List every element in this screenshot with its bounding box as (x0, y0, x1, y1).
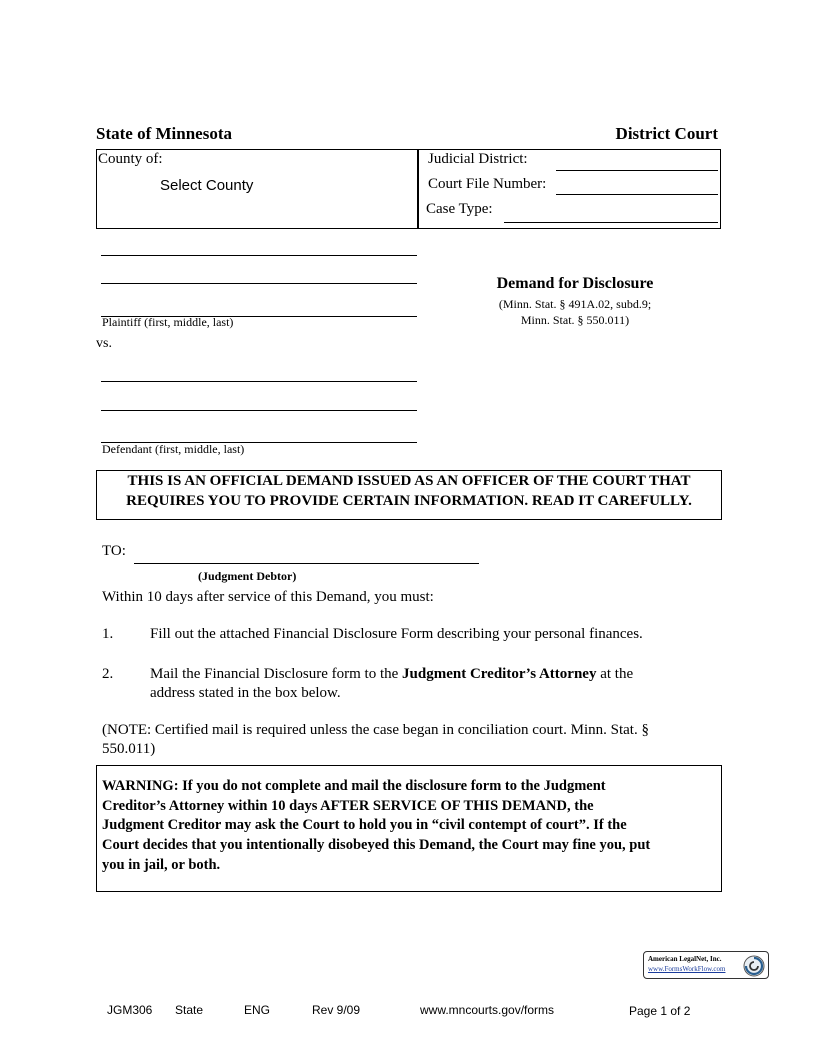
county-select[interactable]: Select County (160, 177, 254, 194)
citation-line-2: Minn. Stat. § 550.011) (520, 313, 630, 327)
to-label: TO: (102, 543, 126, 559)
american-legalnet-logo[interactable] (643, 951, 769, 979)
case-type-label: Case Type: (426, 201, 493, 217)
plaintiff-label: Plaintiff (first, middle, last) (102, 315, 234, 329)
step-2-text-pre: Mail the Financial Disclosure form to the (150, 666, 403, 682)
court-title: District Court (615, 124, 718, 143)
case-type-field[interactable] (504, 222, 718, 223)
official-notice-line-1: THIS IS AN OFFICIAL DEMAND ISSUED AS AN OFFICER OF THE COURT THAT (127, 473, 691, 489)
court-file-number-field[interactable] (556, 194, 718, 195)
defendant-line-2[interactable] (101, 410, 417, 411)
warning-line-4: Court decides that you intentionally disobeyed this Demand, the Court may fine you, put (102, 837, 651, 853)
step-2-line-2: address stated in the box below. (150, 685, 341, 701)
step-1-number: 1. (102, 626, 114, 642)
footer-form-code: JGM306 (107, 1003, 153, 1017)
plaintiff-line-2[interactable] (101, 283, 417, 284)
footer-category: State (175, 1003, 204, 1017)
judgment-debtor-field[interactable] (134, 563, 479, 564)
step-2-text-post: at the (596, 666, 634, 682)
defendant-label: Defendant (first, middle, last) (102, 442, 245, 456)
warning-line-3: Judgment Creditor may ask the Court to hold you in “civil contempt of court”. If the (102, 817, 627, 833)
warning-line-5: you in jail, or both. (102, 857, 221, 873)
footer-revision: Rev 9/09 (312, 1003, 361, 1017)
state-title: State of Minnesota (96, 124, 232, 143)
county-label: County of: (98, 151, 163, 167)
footer-page-number: Page 1 of 2 (629, 1004, 691, 1018)
court-file-number-label: Court File Number: (428, 176, 547, 192)
logo-company: American LegalNet, Inc. (648, 955, 722, 963)
step-2-line-1 (150, 666, 633, 683)
judgment-debtor-label: (Judgment Debtor) (198, 569, 297, 583)
versus-label: vs. (96, 336, 112, 351)
note-line-2: 550.011) (102, 741, 156, 757)
plaintiff-line-1[interactable] (101, 255, 417, 256)
instructions-intro: Within 10 days after service of this Demand, you must: (102, 589, 434, 605)
logo-url[interactable]: www.FormsWorkFlow.com (648, 965, 726, 973)
judicial-district-field[interactable] (556, 170, 718, 171)
swirl-icon (742, 954, 766, 978)
official-notice-line-2: REQUIRES YOU TO PROVIDE CERTAIN INFORMATION. READ IT CAREFULLY. (126, 493, 692, 509)
footer-language: ENG (244, 1003, 271, 1017)
step-2-text-bold: Judgment Creditor’s Attorney (402, 666, 597, 682)
citation-line-1: (Minn. Stat. § 491A.02, subd.9; (498, 297, 652, 311)
step-2-number: 2. (102, 666, 114, 682)
footer-website[interactable]: www.mncourts.gov/forms (420, 1003, 555, 1017)
note-line-1: (NOTE: Certified mail is required unless the case began in conciliation court. Minn. Stat. § (102, 722, 649, 738)
warning-line-1: WARNING: If you do not complete and mail the disclosure form to the Judgment (102, 778, 606, 794)
warning-line-2: Creditor’s Attorney within 10 days AFTER SERVICE OF THIS DEMAND, the (102, 798, 594, 814)
defendant-line-1[interactable] (101, 381, 417, 382)
document-title: Demand for Disclosure (496, 275, 654, 292)
judicial-district-label: Judicial District: (428, 151, 528, 167)
step-1-text: Fill out the attached Financial Disclosure Form describing your personal finances. (150, 626, 643, 642)
